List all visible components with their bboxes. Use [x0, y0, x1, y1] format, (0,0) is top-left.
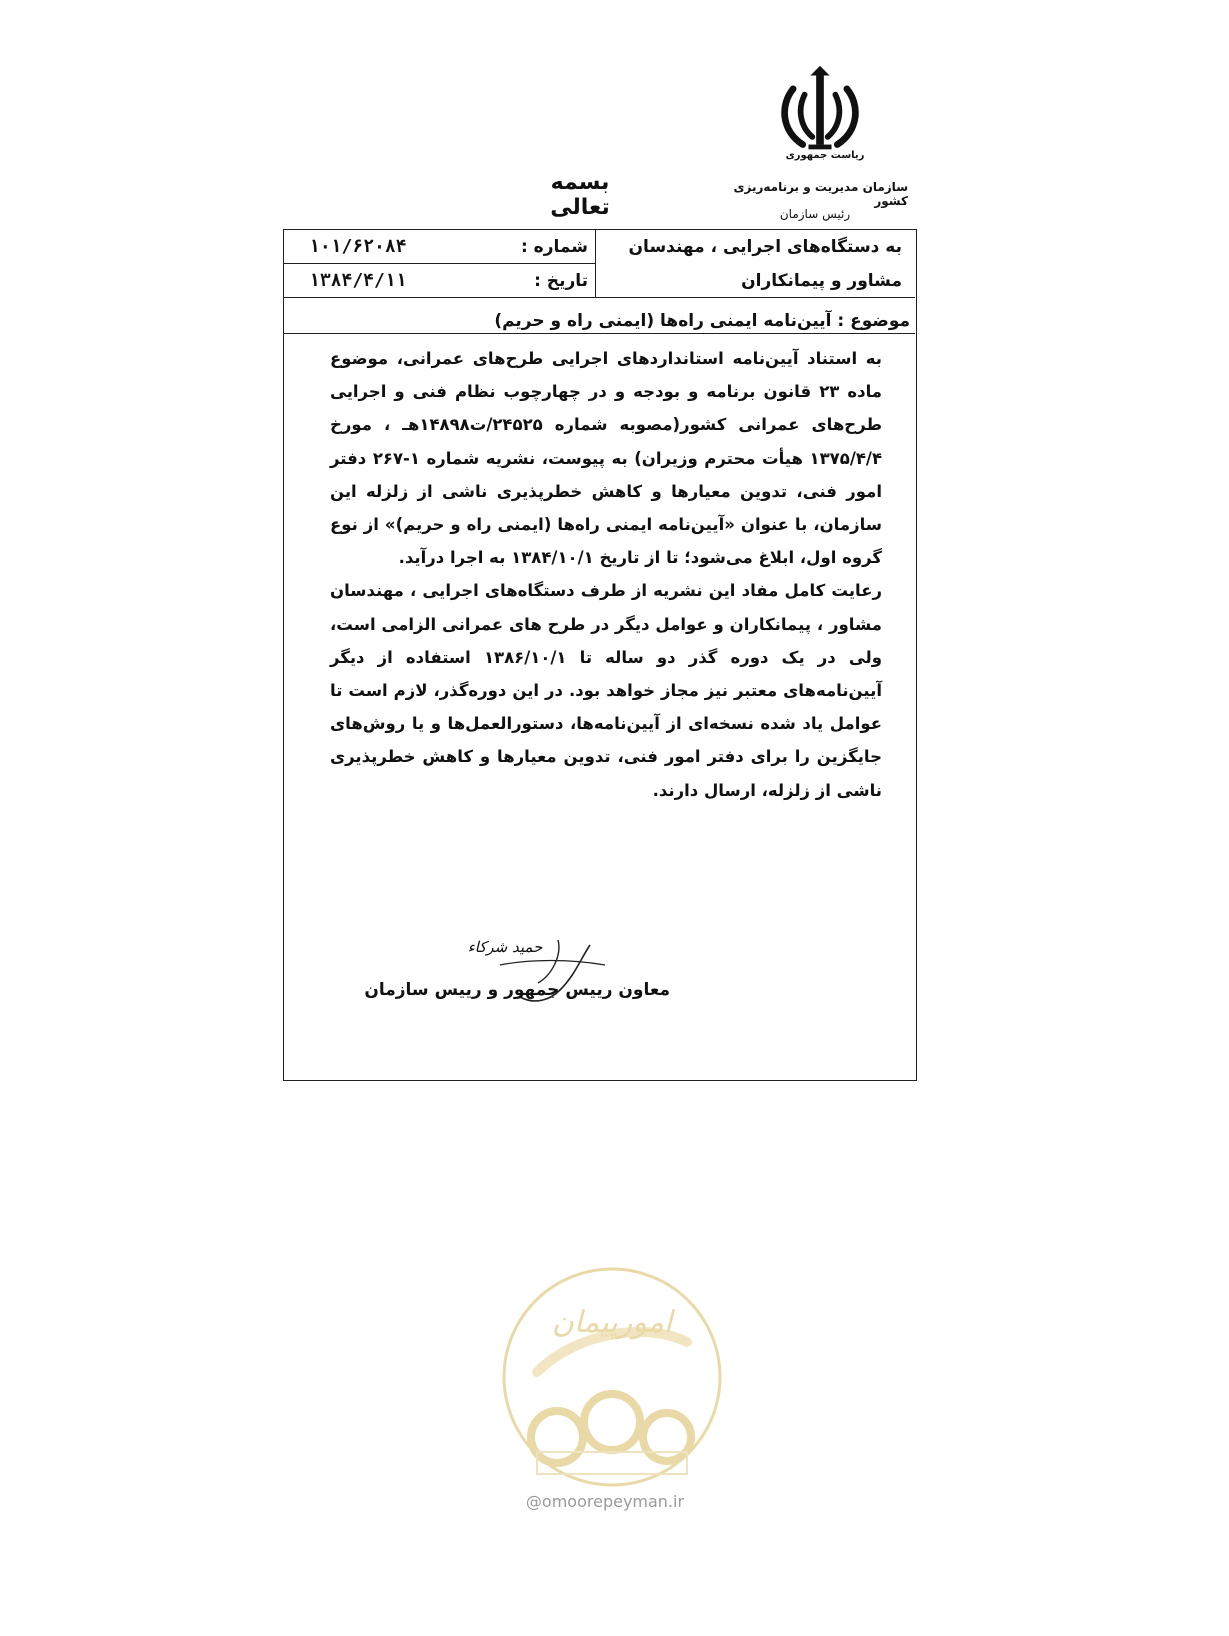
invocation-heading: بسمه تعالی [550, 170, 610, 220]
body-paragraph-2: رعایت کامل مفاد این نشریه از طرف دستگاه‌های اجرایی ، مهندسان مشاور ، پیمانکاران و عوامل دیگر در طرح های عمرانی الزامی است، ولی در یک دوره گذر دو ساله تا ۱۳۸۶/۱۰/۱ استفاده از دیگر آیین‌نامه‌های معتبر نیز مجاز خواهد بود. در این دوره‌گذر، لازم است تا عوامل یاد شده نسخه‌ای از آیین‌نامه‌ها، دستورالعمل‌ها و یا روش‌های جایگزین را برای دفتر امور فنی، تدوین معیارها و کاهش خطرپذیری ناشی از زلزله، ارسال دارند. [330, 581, 882, 800]
letter-date-label: تاریخ : [534, 271, 588, 291]
addressee-line-2: مشاور و پیمانکاران [741, 271, 902, 291]
letter-body [330, 342, 882, 807]
letter-number-value: ۱۰۱/۶۲۰۸۴ [309, 236, 407, 257]
letter-subject: موضوع : آیین‌نامه ایمنی راه‌ها (ایمنی راه و حریم) [494, 311, 910, 331]
organization-head: رئیس سازمان [779, 207, 851, 221]
addressee-line-1: به دستگاه‌های اجرایی ، مهندسان [628, 237, 902, 257]
signer-title: معاون رییس جمهور و رییس سازمان [364, 980, 670, 1000]
iran-emblem-icon [772, 62, 868, 158]
letter-date-value: ۱۳۸۴/۴/۱۱ [309, 270, 407, 291]
footer-website: @omoorepeyman.ir [525, 1492, 685, 1511]
organization-name: سازمان مدیریت و برنامه‌ریزی کشور [733, 180, 908, 208]
omoorepeyman-logo-watermark [497, 1262, 727, 1492]
letter-number-label: شماره : [520, 237, 588, 257]
watermark-logo-text: امورپیمان [551, 1305, 673, 1340]
signer-name: حمید شرکاء [467, 938, 543, 956]
body-paragraph-1: به استناد آیین‌نامه استانداردهای اجرایی طرح‌های عمرانی، موضوع ماده ۲۳ قانون برنامه و بودجه و در چهارچوب نظام فنی و اجرایی طرح‌های عمرانی کشور(مصوبه شماره ۲۴۵۲۵/ت۱۴۸۹۸هـ ، مورخ ۱۳۷۵/۴/۴ هیأت محترم وزیران) به پیوست، نشریه شماره ۱-۲۶۷ دفتر امور فنی، تدوین معیارها و کاهش خطرپذیری ناشی از زلزله این سازمان، با عنوان «آیین‌نامه ایمنی راه‌ها (ایمنی راه و حریم)» از نوع گروه اول، ابلاغ می‌شود؛ تا از تاریخ ۱۳۸۴/۱۰/۱ به اجرا درآید. [330, 349, 883, 568]
presidency-label: ریاست جمهوری [785, 150, 865, 161]
